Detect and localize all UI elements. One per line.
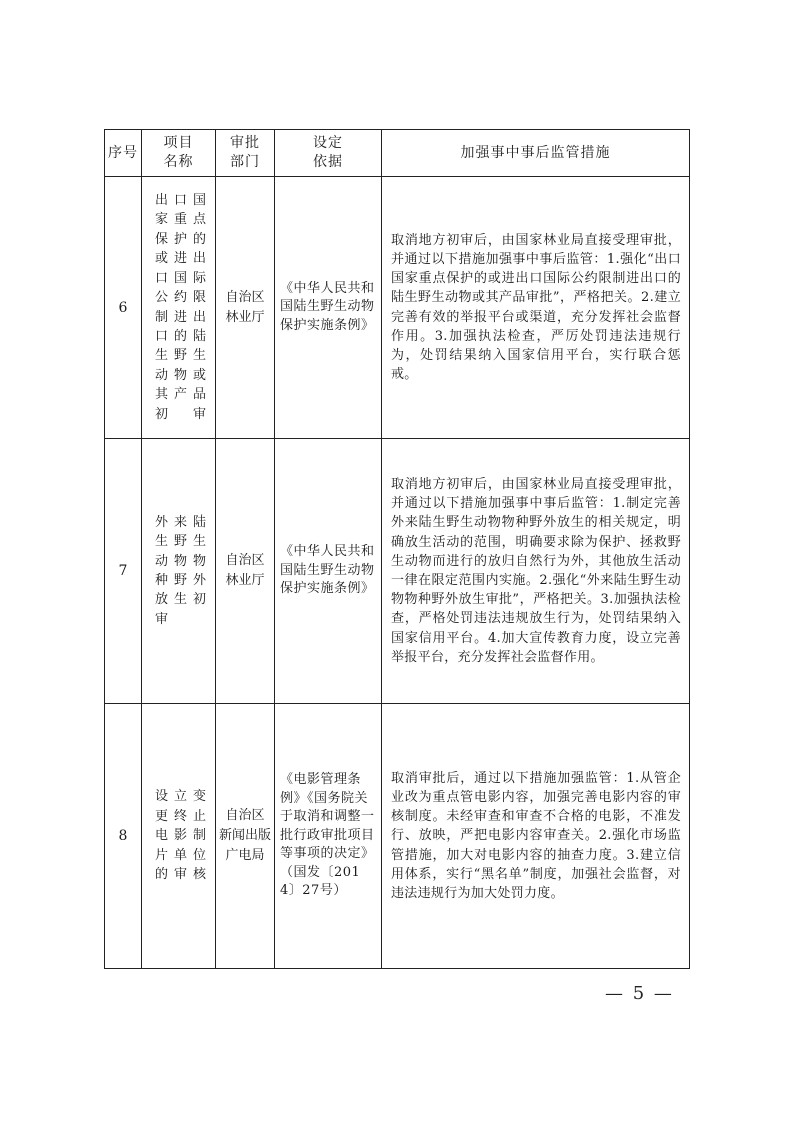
header-item [142, 130, 216, 177]
item-name: 外来陆生野生动物物种野外放生初审 [142, 439, 216, 704]
approval-dept [216, 439, 275, 704]
supervision-measures: 取消审批后，通过以下措施加强监管：1.从管企业改为重点管电影内容，加强完善电影内容的审核制度。未经审查和审查不合格的电影，不准发行、放映，严把电影内容审查关。2.强化市场监管措施，加大对电影内容的抽查力度。3.建立信用体系，实行“黑名单”制度，加强社会监督，对违法违规行为加大处罚力度。 [382, 704, 690, 969]
dept-line-2: 林业厅 [225, 573, 265, 588]
dept-line-1: 自治区 [225, 553, 265, 568]
header-item-text: 项目名称 [163, 135, 194, 170]
legal-basis: 《中华人民共和国陆生野生动物保护实施条例》 [275, 439, 382, 704]
row-number: 7 [105, 439, 142, 704]
header-dept-text: 审批部门 [230, 135, 260, 170]
dept-line-1: 自治区 [225, 289, 265, 305]
dept-line-2: 新闻出版广电局 [218, 828, 271, 863]
header-basis-text: 设定依据 [313, 135, 343, 170]
item-name: 设立变更终止电影制片单位的审核 [142, 704, 216, 969]
item-name: 出口国家重点保护的或进出口国际公约限制进出口的陆生野生动物或其产品初审 [142, 177, 216, 439]
supervision-measures: 取消地方初审后，由国家林业局直接受理审批，并通过以下措施加强事中事后监管：1.强化“出口国家重点保护的或进出口国际公约限制进出口的陆生野生动物或其产品审批”，严格把关。2.建立完善有效的举报平台或渠道，充分发挥社会监督作用。3.加强执法检查，严厉处罚违法违规行为，处罚结果纳入国家信用平台，实行联合惩戒。 [382, 177, 690, 439]
table-header-row [105, 130, 690, 177]
approval-dept [216, 177, 275, 439]
table-row [105, 704, 690, 969]
dept-line-1: 自治区 [225, 808, 265, 823]
document-table-container [104, 129, 689, 969]
supervision-measures: 取消地方初审后，由国家林业局直接受理审批，并通过以下措施加强事中事后监管：1.制定完善外来陆生野生动物物种野外放生的相关规定，明确放生活动的范围，明确要求除为保护、拯救野生动物而进行的放归自然行为外，其他放生活动一律在限定范围内实施。2.强化“外来陆生野生动物物种野外放生审批”，严格把关。3.加强执法检查，严格处罚违法违规放生行为，处罚结果纳入国家信用平台。4.加大宣传教育力度，设立完善举报平台，充分发挥社会监督作用。 [382, 439, 690, 704]
table-row [105, 177, 690, 439]
header-dept [216, 130, 275, 177]
legal-basis: 《电影管理条例》《国务院关于取消和调整一批行政审批项目等事项的决定》（国发〔2014〕27号） [275, 704, 382, 969]
row-number: 6 [105, 177, 142, 439]
header-no: 序号 [105, 130, 142, 177]
dept-line-2: 林业厅 [225, 309, 265, 325]
page-number: — 5 — [605, 983, 674, 1004]
legal-basis: 《中华人民共和国陆生野生动物保护实施条例》 [275, 177, 382, 439]
approval-dept [216, 704, 275, 969]
table-row [105, 439, 690, 704]
header-basis [275, 130, 382, 177]
regulation-table [104, 129, 690, 969]
row-number: 8 [105, 704, 142, 969]
header-measures: 加强事中事后监管措施 [382, 130, 690, 177]
